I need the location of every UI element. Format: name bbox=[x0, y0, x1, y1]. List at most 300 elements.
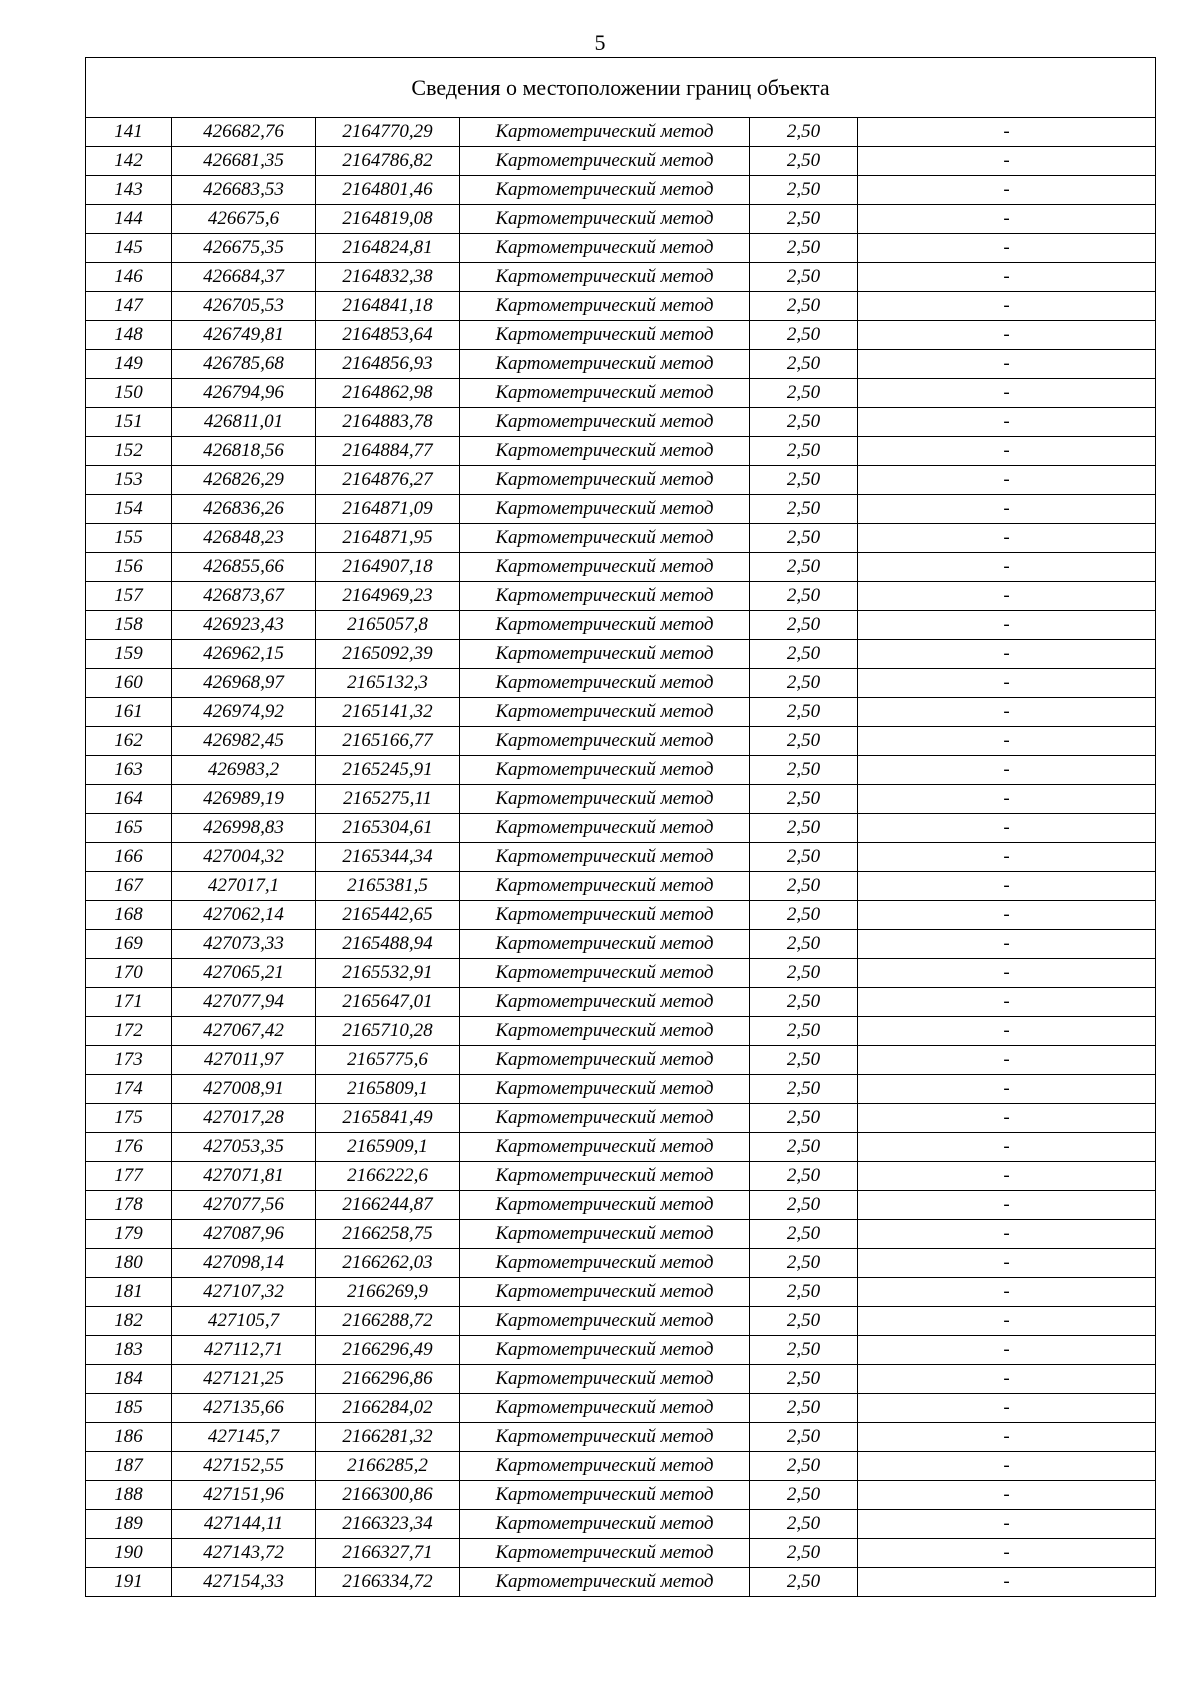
y-coordinate-cell: 2165841,49 bbox=[316, 1104, 460, 1133]
x-coordinate-cell: 427067,42 bbox=[172, 1017, 316, 1046]
method-cell: Картометрический метод bbox=[460, 495, 750, 524]
accuracy-cell: 2,50 bbox=[750, 901, 858, 930]
description-cell: - bbox=[858, 1423, 1156, 1452]
x-coordinate-cell: 426968,97 bbox=[172, 669, 316, 698]
y-coordinate-cell: 2164862,98 bbox=[316, 379, 460, 408]
table-row bbox=[86, 959, 1156, 988]
y-coordinate-cell: 2165057,8 bbox=[316, 611, 460, 640]
y-coordinate-cell: 2166222,6 bbox=[316, 1162, 460, 1191]
method-cell: Картометрический метод bbox=[460, 1249, 750, 1278]
table-row bbox=[86, 872, 1156, 901]
point-number-cell: 149 bbox=[86, 350, 172, 379]
accuracy-cell: 2,50 bbox=[750, 611, 858, 640]
method-cell: Картометрический метод bbox=[460, 1336, 750, 1365]
accuracy-cell: 2,50 bbox=[750, 553, 858, 582]
point-number-cell: 146 bbox=[86, 263, 172, 292]
y-coordinate-cell: 2164884,77 bbox=[316, 437, 460, 466]
description-cell: - bbox=[858, 553, 1156, 582]
table-row bbox=[86, 785, 1156, 814]
y-coordinate-cell: 2165166,77 bbox=[316, 727, 460, 756]
table-row bbox=[86, 1365, 1156, 1394]
x-coordinate-cell: 427121,25 bbox=[172, 1365, 316, 1394]
x-coordinate-cell: 427008,91 bbox=[172, 1075, 316, 1104]
method-cell: Картометрический метод bbox=[460, 408, 750, 437]
point-number-cell: 186 bbox=[86, 1423, 172, 1452]
point-number-cell: 165 bbox=[86, 814, 172, 843]
y-coordinate-cell: 2166300,86 bbox=[316, 1481, 460, 1510]
accuracy-cell: 2,50 bbox=[750, 1133, 858, 1162]
y-coordinate-cell: 2166334,72 bbox=[316, 1568, 460, 1597]
x-coordinate-cell: 426684,37 bbox=[172, 263, 316, 292]
x-coordinate-cell: 426982,45 bbox=[172, 727, 316, 756]
accuracy-cell: 2,50 bbox=[750, 698, 858, 727]
point-number-cell: 173 bbox=[86, 1046, 172, 1075]
accuracy-cell: 2,50 bbox=[750, 1452, 858, 1481]
y-coordinate-cell: 2164824,81 bbox=[316, 234, 460, 263]
table-row bbox=[86, 988, 1156, 1017]
point-number-cell: 159 bbox=[86, 640, 172, 669]
method-cell: Картометрический метод bbox=[460, 669, 750, 698]
point-number-cell: 191 bbox=[86, 1568, 172, 1597]
method-cell: Картометрический метод bbox=[460, 263, 750, 292]
method-cell: Картометрический метод bbox=[460, 1191, 750, 1220]
accuracy-cell: 2,50 bbox=[750, 321, 858, 350]
point-number-cell: 171 bbox=[86, 988, 172, 1017]
table-row bbox=[86, 292, 1156, 321]
description-cell: - bbox=[858, 1133, 1156, 1162]
description-cell: - bbox=[858, 930, 1156, 959]
accuracy-cell: 2,50 bbox=[750, 843, 858, 872]
table-row bbox=[86, 408, 1156, 437]
description-cell: - bbox=[858, 1278, 1156, 1307]
table-row bbox=[86, 1336, 1156, 1365]
point-number-cell: 181 bbox=[86, 1278, 172, 1307]
x-coordinate-cell: 426962,15 bbox=[172, 640, 316, 669]
description-cell: - bbox=[858, 901, 1156, 930]
x-coordinate-cell: 427065,21 bbox=[172, 959, 316, 988]
table-row bbox=[86, 350, 1156, 379]
x-coordinate-cell: 426675,6 bbox=[172, 205, 316, 234]
accuracy-cell: 2,50 bbox=[750, 1539, 858, 1568]
accuracy-cell: 2,50 bbox=[750, 118, 858, 147]
point-number-cell: 153 bbox=[86, 466, 172, 495]
y-coordinate-cell: 2164819,08 bbox=[316, 205, 460, 234]
method-cell: Картометрический метод bbox=[460, 466, 750, 495]
y-coordinate-cell: 2166284,02 bbox=[316, 1394, 460, 1423]
method-cell: Картометрический метод bbox=[460, 582, 750, 611]
description-cell: - bbox=[858, 234, 1156, 263]
y-coordinate-cell: 2166296,86 bbox=[316, 1365, 460, 1394]
point-number-cell: 157 bbox=[86, 582, 172, 611]
y-coordinate-cell: 2166281,32 bbox=[316, 1423, 460, 1452]
description-cell: - bbox=[858, 379, 1156, 408]
accuracy-cell: 2,50 bbox=[750, 1336, 858, 1365]
x-coordinate-cell: 426836,26 bbox=[172, 495, 316, 524]
method-cell: Картометрический метод bbox=[460, 1481, 750, 1510]
table-row bbox=[86, 640, 1156, 669]
y-coordinate-cell: 2165092,39 bbox=[316, 640, 460, 669]
accuracy-cell: 2,50 bbox=[750, 379, 858, 408]
y-coordinate-cell: 2165141,32 bbox=[316, 698, 460, 727]
x-coordinate-cell: 426974,92 bbox=[172, 698, 316, 727]
x-coordinate-cell: 427077,56 bbox=[172, 1191, 316, 1220]
x-coordinate-cell: 426983,2 bbox=[172, 756, 316, 785]
description-cell: - bbox=[858, 1365, 1156, 1394]
method-cell: Картометрический метод bbox=[460, 1307, 750, 1336]
description-cell: - bbox=[858, 292, 1156, 321]
accuracy-cell: 2,50 bbox=[750, 785, 858, 814]
x-coordinate-cell: 426749,81 bbox=[172, 321, 316, 350]
table-row bbox=[86, 1017, 1156, 1046]
point-number-cell: 178 bbox=[86, 1191, 172, 1220]
method-cell: Картометрический метод bbox=[460, 1452, 750, 1481]
accuracy-cell: 2,50 bbox=[750, 1104, 858, 1133]
y-coordinate-cell: 2166323,34 bbox=[316, 1510, 460, 1539]
description-cell: - bbox=[858, 1104, 1156, 1133]
accuracy-cell: 2,50 bbox=[750, 1307, 858, 1336]
x-coordinate-cell: 427073,33 bbox=[172, 930, 316, 959]
table-row bbox=[86, 669, 1156, 698]
table-row bbox=[86, 1162, 1156, 1191]
accuracy-cell: 2,50 bbox=[750, 350, 858, 379]
table-row bbox=[86, 1249, 1156, 1278]
method-cell: Картометрический метод bbox=[460, 205, 750, 234]
table-row bbox=[86, 756, 1156, 785]
description-cell: - bbox=[858, 959, 1156, 988]
point-number-cell: 141 bbox=[86, 118, 172, 147]
description-cell: - bbox=[858, 1336, 1156, 1365]
method-cell: Картометрический метод bbox=[460, 1423, 750, 1452]
y-coordinate-cell: 2165488,94 bbox=[316, 930, 460, 959]
description-cell: - bbox=[858, 611, 1156, 640]
point-number-cell: 162 bbox=[86, 727, 172, 756]
page-number: 5 bbox=[594, 30, 606, 55]
table-row bbox=[86, 843, 1156, 872]
method-cell: Картометрический метод bbox=[460, 843, 750, 872]
description-cell: - bbox=[858, 582, 1156, 611]
y-coordinate-cell: 2165647,01 bbox=[316, 988, 460, 1017]
table-row bbox=[86, 698, 1156, 727]
accuracy-cell: 2,50 bbox=[750, 988, 858, 1017]
description-cell: - bbox=[858, 1075, 1156, 1104]
table-row bbox=[86, 1423, 1156, 1452]
description-cell: - bbox=[858, 640, 1156, 669]
accuracy-cell: 2,50 bbox=[750, 1481, 858, 1510]
point-number-cell: 188 bbox=[86, 1481, 172, 1510]
method-cell: Картометрический метод bbox=[460, 1162, 750, 1191]
y-coordinate-cell: 2165442,65 bbox=[316, 901, 460, 930]
table-row bbox=[86, 1220, 1156, 1249]
accuracy-cell: 2,50 bbox=[750, 727, 858, 756]
table-row bbox=[86, 118, 1156, 147]
method-cell: Картометрический метод bbox=[460, 698, 750, 727]
point-number-cell: 158 bbox=[86, 611, 172, 640]
point-number-cell: 147 bbox=[86, 292, 172, 321]
point-number-cell: 180 bbox=[86, 1249, 172, 1278]
method-cell: Картометрический метод bbox=[460, 553, 750, 582]
table-row bbox=[86, 495, 1156, 524]
y-coordinate-cell: 2165275,11 bbox=[316, 785, 460, 814]
method-cell: Картометрический метод bbox=[460, 930, 750, 959]
point-number-cell: 168 bbox=[86, 901, 172, 930]
x-coordinate-cell: 427017,1 bbox=[172, 872, 316, 901]
description-cell: - bbox=[858, 1046, 1156, 1075]
table-row bbox=[86, 1046, 1156, 1075]
method-cell: Картометрический метод bbox=[460, 756, 750, 785]
accuracy-cell: 2,50 bbox=[750, 872, 858, 901]
method-cell: Картометрический метод bbox=[460, 321, 750, 350]
table-row bbox=[86, 553, 1156, 582]
x-coordinate-cell: 427107,32 bbox=[172, 1278, 316, 1307]
accuracy-cell: 2,50 bbox=[750, 1423, 858, 1452]
accuracy-cell: 2,50 bbox=[750, 234, 858, 263]
y-coordinate-cell: 2166262,03 bbox=[316, 1249, 460, 1278]
y-coordinate-cell: 2164969,23 bbox=[316, 582, 460, 611]
accuracy-cell: 2,50 bbox=[750, 1394, 858, 1423]
point-number-cell: 169 bbox=[86, 930, 172, 959]
x-coordinate-cell: 427053,35 bbox=[172, 1133, 316, 1162]
point-number-cell: 175 bbox=[86, 1104, 172, 1133]
description-cell: - bbox=[858, 466, 1156, 495]
table-row bbox=[86, 176, 1156, 205]
method-cell: Картометрический метод bbox=[460, 524, 750, 553]
point-number-cell: 143 bbox=[86, 176, 172, 205]
x-coordinate-cell: 426705,53 bbox=[172, 292, 316, 321]
y-coordinate-cell: 2165710,28 bbox=[316, 1017, 460, 1046]
y-coordinate-cell: 2165245,91 bbox=[316, 756, 460, 785]
x-coordinate-cell: 427062,14 bbox=[172, 901, 316, 930]
description-cell: - bbox=[858, 437, 1156, 466]
point-number-cell: 176 bbox=[86, 1133, 172, 1162]
y-coordinate-cell: 2164832,38 bbox=[316, 263, 460, 292]
accuracy-cell: 2,50 bbox=[750, 1075, 858, 1104]
description-cell: - bbox=[858, 1481, 1156, 1510]
x-coordinate-cell: 427098,14 bbox=[172, 1249, 316, 1278]
x-coordinate-cell: 427071,81 bbox=[172, 1162, 316, 1191]
x-coordinate-cell: 426683,53 bbox=[172, 176, 316, 205]
table-row bbox=[86, 466, 1156, 495]
point-number-cell: 172 bbox=[86, 1017, 172, 1046]
description-cell: - bbox=[858, 495, 1156, 524]
accuracy-cell: 2,50 bbox=[750, 263, 858, 292]
method-cell: Картометрический метод bbox=[460, 1394, 750, 1423]
method-cell: Картометрический метод bbox=[460, 872, 750, 901]
accuracy-cell: 2,50 bbox=[750, 1162, 858, 1191]
accuracy-cell: 2,50 bbox=[750, 959, 858, 988]
x-coordinate-cell: 426826,29 bbox=[172, 466, 316, 495]
x-coordinate-cell: 426855,66 bbox=[172, 553, 316, 582]
y-coordinate-cell: 2165809,1 bbox=[316, 1075, 460, 1104]
table-title-row bbox=[86, 58, 1156, 118]
method-cell: Картометрический метод bbox=[460, 1278, 750, 1307]
x-coordinate-cell: 426818,56 bbox=[172, 437, 316, 466]
description-cell: - bbox=[858, 1510, 1156, 1539]
method-cell: Картометрический метод bbox=[460, 1539, 750, 1568]
table-title: Сведения о местоположении границ объекта bbox=[86, 58, 1156, 118]
table-row bbox=[86, 234, 1156, 263]
description-cell: - bbox=[858, 727, 1156, 756]
method-cell: Картометрический метод bbox=[460, 988, 750, 1017]
description-cell: - bbox=[858, 1249, 1156, 1278]
y-coordinate-cell: 2164883,78 bbox=[316, 408, 460, 437]
y-coordinate-cell: 2165909,1 bbox=[316, 1133, 460, 1162]
description-cell: - bbox=[858, 350, 1156, 379]
method-cell: Картометрический метод bbox=[460, 1046, 750, 1075]
table-row bbox=[86, 1307, 1156, 1336]
accuracy-cell: 2,50 bbox=[750, 205, 858, 234]
method-cell: Картометрический метод bbox=[460, 379, 750, 408]
point-number-cell: 154 bbox=[86, 495, 172, 524]
x-coordinate-cell: 427087,96 bbox=[172, 1220, 316, 1249]
description-cell: - bbox=[858, 814, 1156, 843]
point-number-cell: 151 bbox=[86, 408, 172, 437]
x-coordinate-cell: 427105,7 bbox=[172, 1307, 316, 1336]
accuracy-cell: 2,50 bbox=[750, 147, 858, 176]
table-row bbox=[86, 1481, 1156, 1510]
table-row bbox=[86, 1452, 1156, 1481]
x-coordinate-cell: 427152,55 bbox=[172, 1452, 316, 1481]
x-coordinate-cell: 427004,32 bbox=[172, 843, 316, 872]
point-number-cell: 161 bbox=[86, 698, 172, 727]
description-cell: - bbox=[858, 1220, 1156, 1249]
x-coordinate-cell: 426682,76 bbox=[172, 118, 316, 147]
description-cell: - bbox=[858, 988, 1156, 1017]
point-number-cell: 167 bbox=[86, 872, 172, 901]
description-cell: - bbox=[858, 1017, 1156, 1046]
method-cell: Картометрический метод bbox=[460, 437, 750, 466]
point-number-cell: 187 bbox=[86, 1452, 172, 1481]
x-coordinate-cell: 426848,23 bbox=[172, 524, 316, 553]
x-coordinate-cell: 427154,33 bbox=[172, 1568, 316, 1597]
y-coordinate-cell: 2166285,2 bbox=[316, 1452, 460, 1481]
y-coordinate-cell: 2164871,95 bbox=[316, 524, 460, 553]
table-row bbox=[86, 263, 1156, 292]
y-coordinate-cell: 2165775,6 bbox=[316, 1046, 460, 1075]
description-cell: - bbox=[858, 756, 1156, 785]
y-coordinate-cell: 2166244,87 bbox=[316, 1191, 460, 1220]
y-coordinate-cell: 2164801,46 bbox=[316, 176, 460, 205]
point-number-cell: 144 bbox=[86, 205, 172, 234]
method-cell: Картометрический метод bbox=[460, 785, 750, 814]
point-number-cell: 190 bbox=[86, 1539, 172, 1568]
accuracy-cell: 2,50 bbox=[750, 756, 858, 785]
accuracy-cell: 2,50 bbox=[750, 437, 858, 466]
accuracy-cell: 2,50 bbox=[750, 1046, 858, 1075]
point-number-cell: 152 bbox=[86, 437, 172, 466]
table-row bbox=[86, 1568, 1156, 1597]
accuracy-cell: 2,50 bbox=[750, 495, 858, 524]
accuracy-cell: 2,50 bbox=[750, 930, 858, 959]
point-number-cell: 163 bbox=[86, 756, 172, 785]
y-coordinate-cell: 2165132,3 bbox=[316, 669, 460, 698]
table-row bbox=[86, 1539, 1156, 1568]
x-coordinate-cell: 427077,94 bbox=[172, 988, 316, 1017]
point-number-cell: 179 bbox=[86, 1220, 172, 1249]
x-coordinate-cell: 426785,68 bbox=[172, 350, 316, 379]
method-cell: Картометрический метод bbox=[460, 234, 750, 263]
y-coordinate-cell: 2166327,71 bbox=[316, 1539, 460, 1568]
accuracy-cell: 2,50 bbox=[750, 582, 858, 611]
accuracy-cell: 2,50 bbox=[750, 1510, 858, 1539]
point-number-cell: 183 bbox=[86, 1336, 172, 1365]
point-number-cell: 142 bbox=[86, 147, 172, 176]
x-coordinate-cell: 427135,66 bbox=[172, 1394, 316, 1423]
method-cell: Картометрический метод bbox=[460, 611, 750, 640]
table-row bbox=[86, 321, 1156, 350]
point-number-cell: 174 bbox=[86, 1075, 172, 1104]
method-cell: Картометрический метод bbox=[460, 176, 750, 205]
accuracy-cell: 2,50 bbox=[750, 1249, 858, 1278]
x-coordinate-cell: 426794,96 bbox=[172, 379, 316, 408]
accuracy-cell: 2,50 bbox=[750, 1191, 858, 1220]
table-row bbox=[86, 611, 1156, 640]
x-coordinate-cell: 427017,28 bbox=[172, 1104, 316, 1133]
y-coordinate-cell: 2165381,5 bbox=[316, 872, 460, 901]
y-coordinate-cell: 2164770,29 bbox=[316, 118, 460, 147]
x-coordinate-cell: 426998,83 bbox=[172, 814, 316, 843]
description-cell: - bbox=[858, 1539, 1156, 1568]
table-row bbox=[86, 1133, 1156, 1162]
description-cell: - bbox=[858, 147, 1156, 176]
accuracy-cell: 2,50 bbox=[750, 1220, 858, 1249]
accuracy-cell: 2,50 bbox=[750, 1568, 858, 1597]
table-row bbox=[86, 930, 1156, 959]
point-number-cell: 177 bbox=[86, 1162, 172, 1191]
description-cell: - bbox=[858, 205, 1156, 234]
x-coordinate-cell: 426811,01 bbox=[172, 408, 316, 437]
x-coordinate-cell: 426923,43 bbox=[172, 611, 316, 640]
point-number-cell: 150 bbox=[86, 379, 172, 408]
x-coordinate-cell: 426989,19 bbox=[172, 785, 316, 814]
table-row bbox=[86, 582, 1156, 611]
x-coordinate-cell: 427145,7 bbox=[172, 1423, 316, 1452]
y-coordinate-cell: 2164871,09 bbox=[316, 495, 460, 524]
table-row bbox=[86, 1075, 1156, 1104]
point-number-cell: 155 bbox=[86, 524, 172, 553]
y-coordinate-cell: 2165532,91 bbox=[316, 959, 460, 988]
x-coordinate-cell: 426681,35 bbox=[172, 147, 316, 176]
description-cell: - bbox=[858, 698, 1156, 727]
y-coordinate-cell: 2166288,72 bbox=[316, 1307, 460, 1336]
method-cell: Картометрический метод bbox=[460, 814, 750, 843]
method-cell: Картометрический метод bbox=[460, 640, 750, 669]
method-cell: Картометрический метод bbox=[460, 959, 750, 988]
table-row bbox=[86, 524, 1156, 553]
table-row bbox=[86, 727, 1156, 756]
point-number-cell: 185 bbox=[86, 1394, 172, 1423]
description-cell: - bbox=[858, 408, 1156, 437]
point-number-cell: 160 bbox=[86, 669, 172, 698]
x-coordinate-cell: 427112,71 bbox=[172, 1336, 316, 1365]
y-coordinate-cell: 2164856,93 bbox=[316, 350, 460, 379]
method-cell: Картометрический метод bbox=[460, 1365, 750, 1394]
method-cell: Картометрический метод bbox=[460, 727, 750, 756]
y-coordinate-cell: 2164853,64 bbox=[316, 321, 460, 350]
point-number-cell: 148 bbox=[86, 321, 172, 350]
description-cell: - bbox=[858, 872, 1156, 901]
accuracy-cell: 2,50 bbox=[750, 1017, 858, 1046]
accuracy-cell: 2,50 bbox=[750, 524, 858, 553]
point-number-cell: 189 bbox=[86, 1510, 172, 1539]
accuracy-cell: 2,50 bbox=[750, 408, 858, 437]
description-cell: - bbox=[858, 843, 1156, 872]
accuracy-cell: 2,50 bbox=[750, 466, 858, 495]
table-row bbox=[86, 379, 1156, 408]
method-cell: Картометрический метод bbox=[460, 1220, 750, 1249]
description-cell: - bbox=[858, 1452, 1156, 1481]
point-number-cell: 156 bbox=[86, 553, 172, 582]
point-number-cell: 164 bbox=[86, 785, 172, 814]
